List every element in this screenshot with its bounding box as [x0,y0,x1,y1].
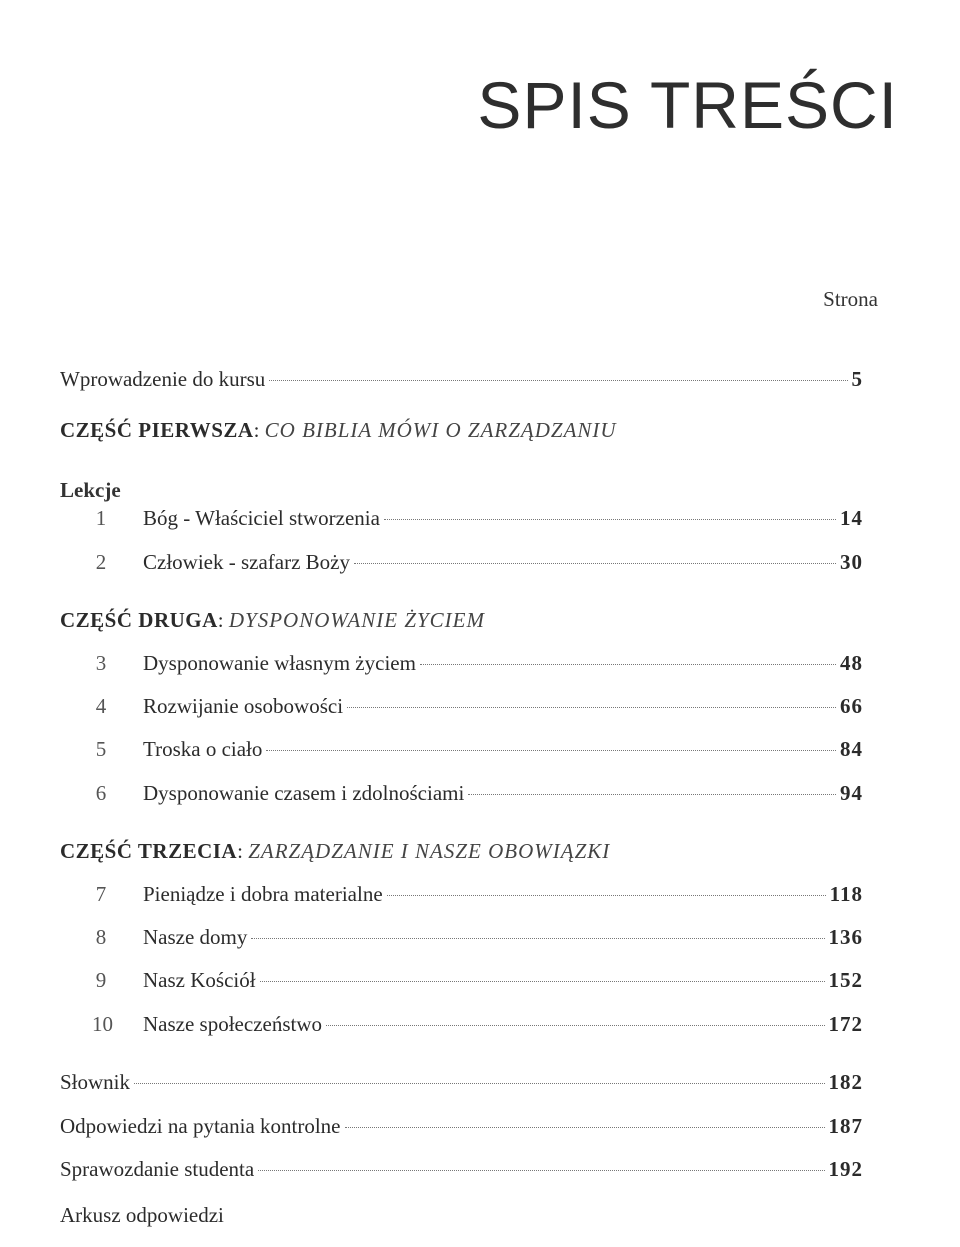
dot-leader [326,1025,824,1026]
part-heading-label: CZĘŚĆ DRUGA [60,608,218,632]
dot-leader [468,794,836,795]
lesson-number: 1 [95,506,107,530]
toc-entry-label: Człowiek - szafarz Boży [143,550,350,574]
toc-entry-student-report[interactable] [0,1157,960,1187]
toc-entry-page: 192 [828,1157,863,1181]
toc-entry-lesson[interactable] [0,781,960,811]
part-heading-subtitle: DYSPONOWANIE ŻYCIEM [228,608,485,632]
toc-entry-label: Dysponowanie własnym życiem [143,651,416,675]
toc-entry-label: Nasze społeczeństwo [143,1012,323,1036]
part-heading-1: CZĘŚĆ PIERWSZA: CO BIBLIA MÓWI O ZARZĄDZANIU [60,418,617,442]
toc-entry-label: Sprawozdanie studenta [60,1157,255,1181]
dot-leader [134,1083,824,1084]
toc-entry-page: 5 [851,367,863,391]
toc-entry-label: Troska o ciało [143,737,263,761]
toc-entry-page: 136 [828,925,863,949]
toc-entry-intro[interactable] [0,367,960,397]
dot-leader [269,380,847,381]
toc-entry-page: 84 [840,737,863,761]
page-title: SPIS TREŚCI [477,68,898,142]
dot-leader [387,895,826,896]
dot-leader [258,1170,824,1171]
toc-entry-lesson[interactable] [0,694,960,724]
toc-entry-lesson[interactable] [0,651,960,681]
part-heading-subtitle: ZARZĄDZANIE I NASZE OBOWIĄZKI [248,839,611,863]
lesson-number: 2 [95,550,107,574]
toc-entry-label: Wprowadzenie do kursu [60,367,266,391]
part-heading-2: CZĘŚĆ DRUGA: DYSPONOWANIE ŻYCIEM [60,608,485,632]
toc-entry-lesson[interactable] [0,882,960,912]
lesson-number: 6 [95,781,107,805]
toc-entry-label: Rozwijanie osobowości [143,694,344,718]
part-heading-label: CZĘŚĆ TRZECIA [60,839,238,863]
toc-entry-label: Pieniądze i dobra materialne [143,882,383,906]
toc-entry-label: Nasze domy [143,925,248,949]
part-heading-subtitle: CO BIBLIA MÓWI O ZARZĄDZANIU [264,418,617,442]
part-heading-label: CZĘŚĆ PIERWSZA [60,418,254,442]
toc-entry-page: 187 [828,1114,863,1138]
dot-leader [420,664,836,665]
toc-entry-label: Słownik [60,1070,131,1094]
toc-entry-answer-sheet[interactable] [0,1203,960,1233]
lesson-number: 3 [95,651,107,675]
dot-leader [347,707,836,708]
dot-leader [266,750,836,751]
lesson-number: 7 [95,882,107,906]
toc-entry-label: Arkusz odpowiedzi [60,1203,224,1227]
dot-leader [384,519,836,520]
toc-entry-lesson[interactable] [0,737,960,767]
toc-entry-lesson[interactable] [0,550,960,580]
toc-entry-label: Nasz Kościół [143,968,256,992]
toc-entry-page: 66 [840,694,863,718]
toc-entry-page: 94 [840,781,863,805]
toc-entry-glossary[interactable] [0,1070,960,1100]
toc-entry-page: 172 [828,1012,863,1036]
toc-entry-lesson[interactable] [0,1012,960,1042]
toc-entry-page: 152 [828,968,863,992]
lessons-label: Lekcje [60,478,121,502]
lesson-number: 5 [95,737,107,761]
toc-entry-lesson[interactable] [0,925,960,955]
lesson-number: 8 [95,925,107,949]
toc-entry-lesson[interactable] [0,968,960,998]
toc-entry-answers[interactable] [0,1114,960,1144]
toc-entry-page: 14 [840,506,863,530]
toc-entry-label: Dysponowanie czasem i zdolnościami [143,781,465,805]
toc-entry-label: Bóg - Właściciel stworzenia [143,506,380,530]
part-heading-3: CZĘŚĆ TRZECIA: ZARZĄDZANIE I NASZE OBOWIĄZKI [60,839,611,863]
lesson-number: 10 [92,1012,113,1036]
toc-entry-page: 182 [828,1070,863,1094]
toc-entry-page: 30 [840,550,863,574]
dot-leader [354,563,836,564]
toc-entry-label: Odpowiedzi na pytania kontrolne [60,1114,341,1138]
lesson-number: 4 [95,694,107,718]
toc-entry-page: 48 [840,651,863,675]
page-column-header: Strona [823,287,878,311]
toc-entry-page: 118 [829,882,863,906]
dot-leader [260,981,825,982]
dot-leader [345,1127,825,1128]
dot-leader [251,938,824,939]
lesson-number: 9 [95,968,107,992]
toc-entry-lesson[interactable] [0,506,960,536]
